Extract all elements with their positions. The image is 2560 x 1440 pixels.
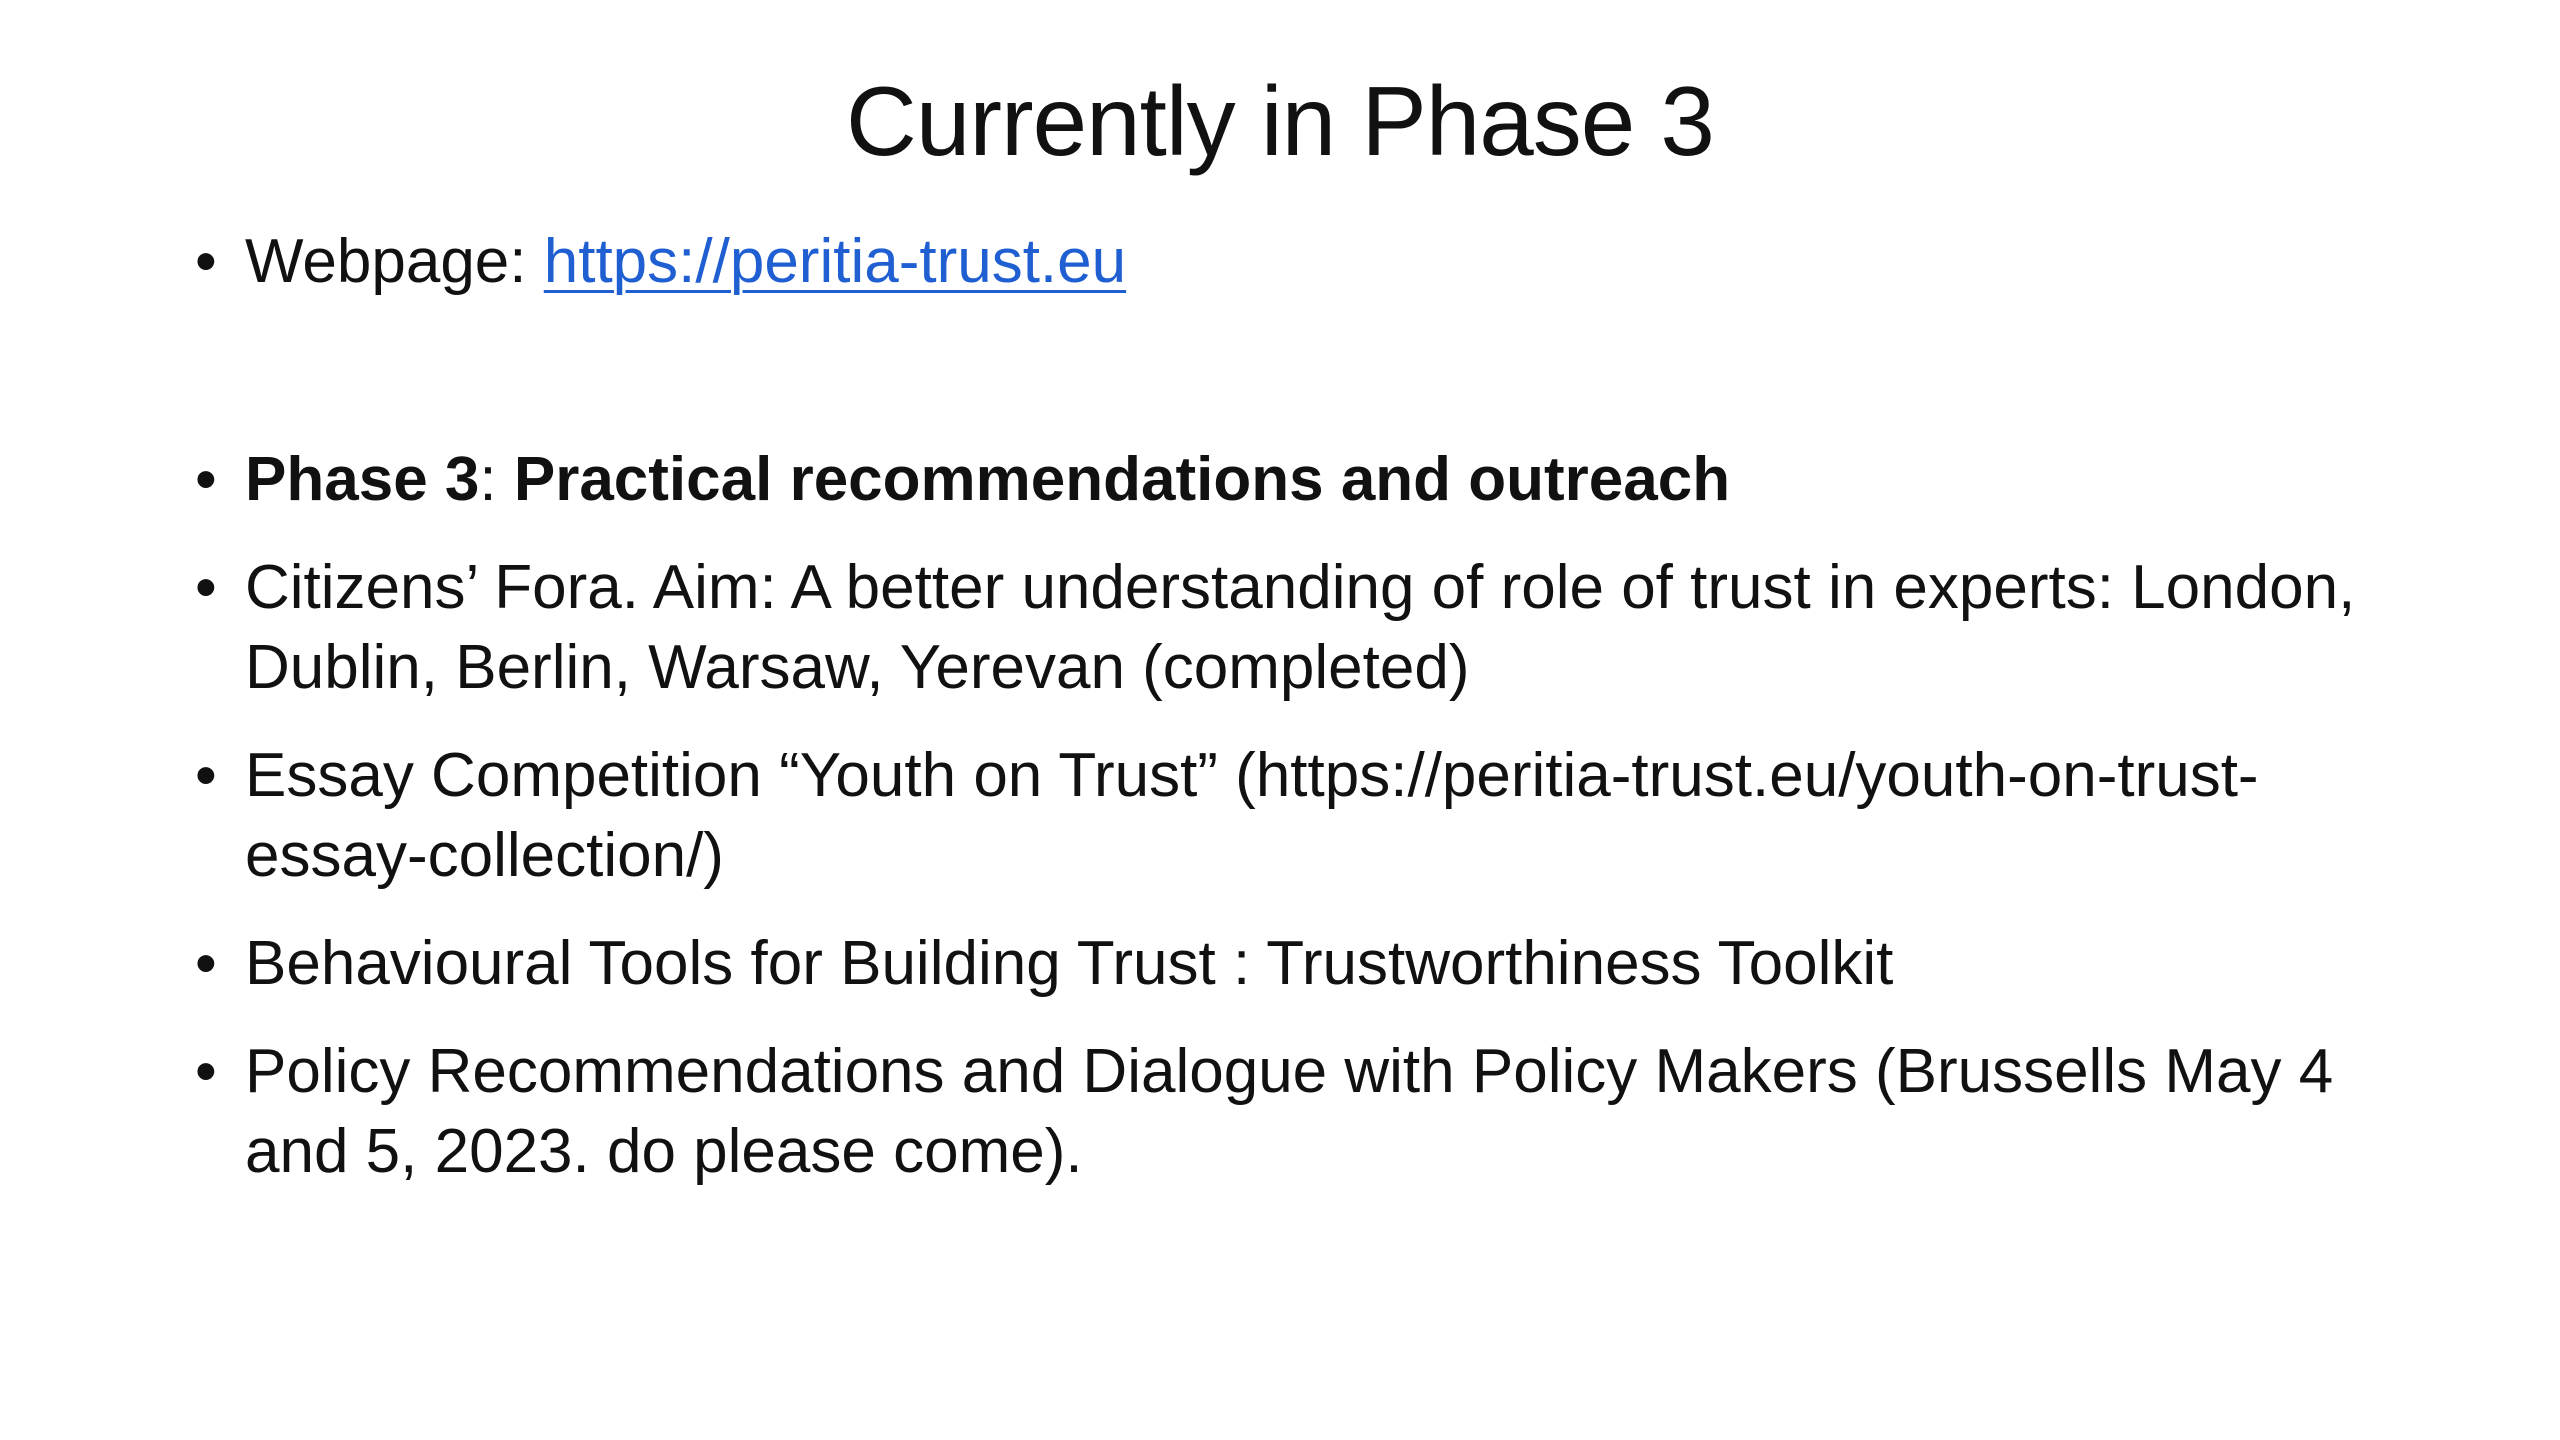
bullet-list [195,222,2415,1192]
bullet-policy-recommendations: • Policy Recommendations and Dialogue with Policy Makers (Brussells May 4 and 5, 2023. do please come). [195,1032,2415,1192]
bullet-citizens-fora: • Citizens’ Fora. Aim: A better understanding of role of trust in experts: London, Dublin, Berlin, Warsaw, Yerevan (completed) [195,548,2415,708]
phase3-separator: : [479,445,514,514]
bullet-essay-competition: • Essay Competition “Youth on Trust” (https://peritia-trust.eu/youth-on-trust-essay-collection/) [195,736,2415,896]
slide-title: Currently in Phase 3 [846,66,1714,176]
phase3-label: Phase 3 [245,445,480,514]
webpage-label: Webpage: [245,227,544,296]
bullet-behavioural-tools: • Behavioural Tools for Building Trust : Trustworthiness Toolkit [195,924,2415,1004]
bullet-phase3 [195,440,2415,520]
webpage-link[interactable]: https://peritia-trust.eu [543,227,1127,296]
bullet-webpage [195,222,2415,302]
phase3-heading: Practical recommendations and outreach [513,445,1731,514]
